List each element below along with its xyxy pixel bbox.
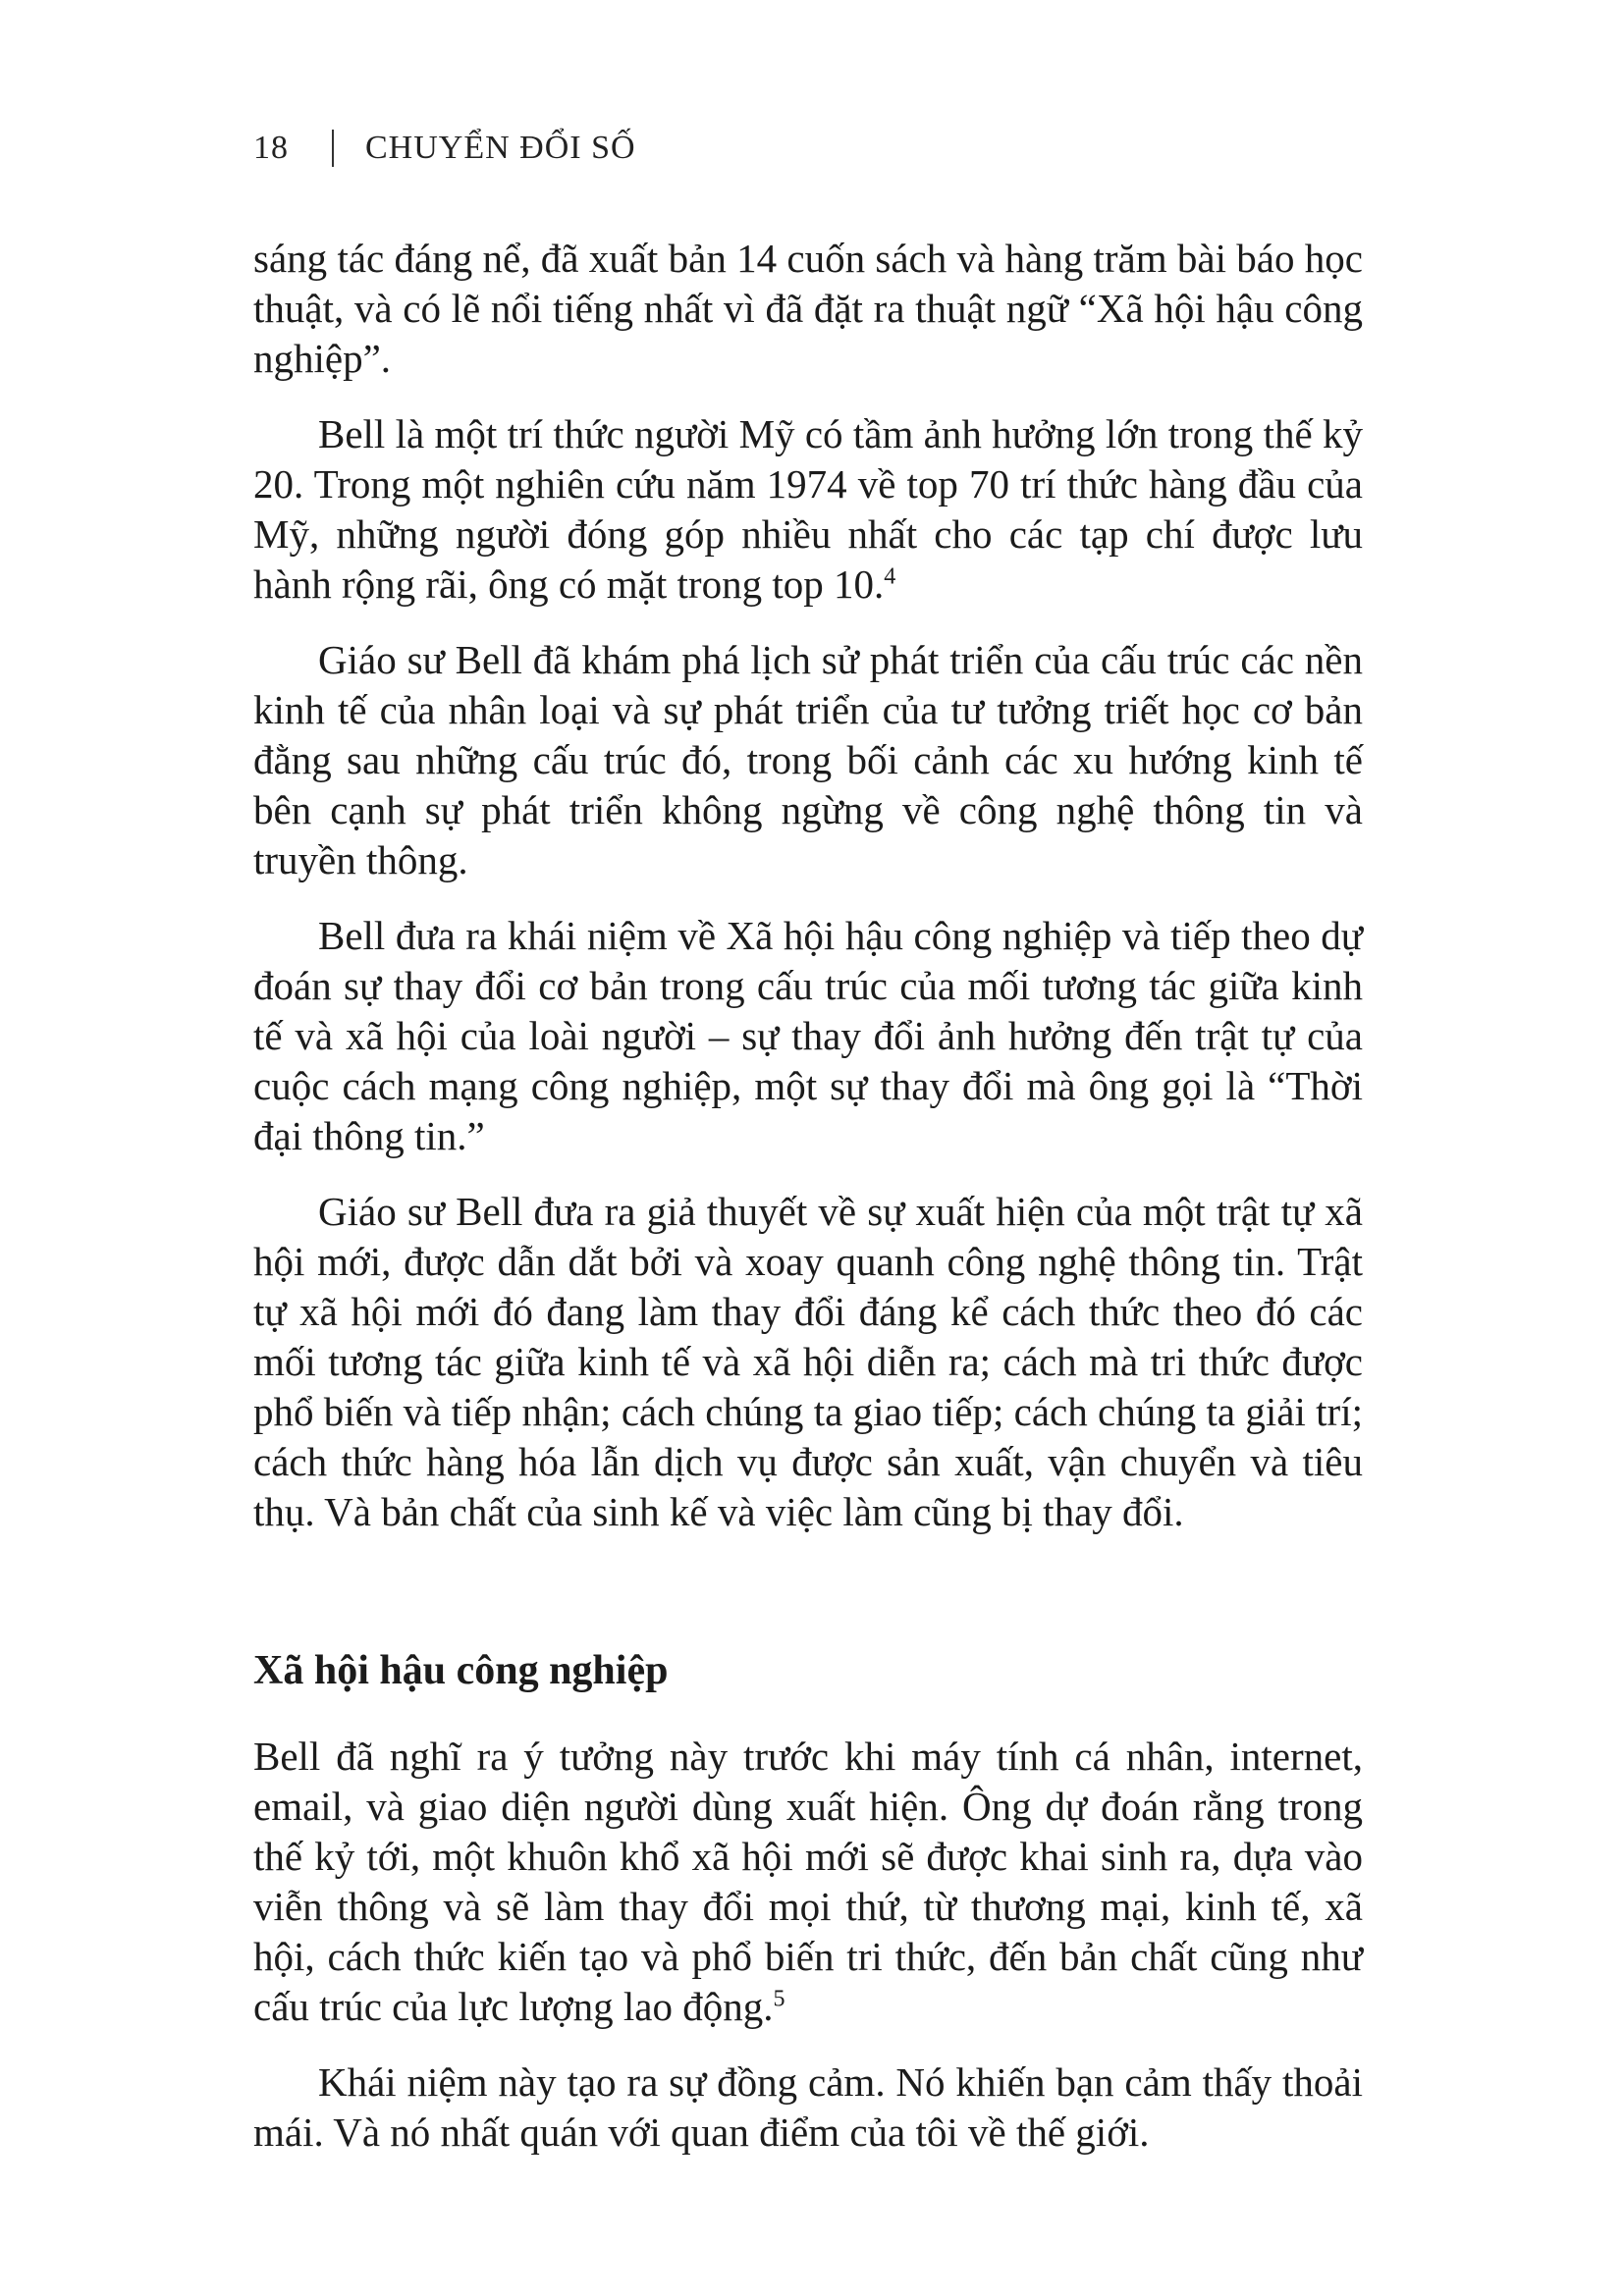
header-divider [332,130,334,167]
paragraph-bell-influence: Bell là một trí thức người Mỹ có tầm ảnh hưởng lớn trong thế kỷ 20. Trong một nghiên cứu năm 1974 về top 70 trí thức hàng đầu của Mỹ, những người đóng góp nhiều nhất cho các tạp chí được lưu hành rộng rãi, ông có mặt trong top 10.$^4$ [253,411,1363,607]
paragraph-bell-hypothesis: Giáo sư Bell đưa ra giả thuyết về sự xuất hiện của một trật tự xã hội mới, được dẫn dắt bởi và xoay quanh công nghệ thông tin. Trật tự xã hội mới đó đang làm thay đổi đáng kể cách thức theo đó các mối tương tác giữa kinh tế và xã hội diễn ra; cách mà tri thức được phổ biến và tiếp nhận; cách chúng ta giao tiếp; cách chúng ta giải trí; cách thức hàng hóa lẫn dịch vụ được sản xuất, vận chuyển và tiêu thụ. Và bản chất của sinh kế và việc làm cũng bị thay đổi. [253,1189,1363,1534]
body-text [253,234,1363,2183]
paragraph-section-intro: Bell đã nghĩ ra ý tưởng này trước khi máy tính cá nhân, internet, email, và giao diện người dùng xuất hiện. Ông dự đoán rằng trong thế kỷ tới, một khuôn khổ xã hội mới sẽ được khai sinh ra, dựa vào viễn thông và sẽ làm thay đổi mọi thứ, từ thương mại, kinh tế, xã hội, cách thức kiến tạo và phổ biến tri thức, đến bản chất cũng như cấu trúc của lực lượng lao động.$^5$ [253,1734,1363,2029]
section-heading: Xã hội hậu công nghiệp [253,1648,669,1693]
running-header [253,130,636,167]
footnote-ref-5[interactable]: 5 [773,1986,785,2012]
book-title: CHUYỂN ĐỔI SỐ [365,130,636,166]
paragraph-bell-history: Giáo sư Bell đã khám phá lịch sử phát triển của cấu trúc các nền kinh tế của nhân loại và sự phát triển của tư tưởng triết học cơ bản đằng sau những cấu trúc đó, trong bối cảnh các xu hướng kinh tế bên cạnh sự phát triển không ngừng về công nghệ thông tin và truyền thông. [253,637,1363,882]
page-number: 18 [253,130,289,166]
footnote-ref-4[interactable]: 4 [884,563,896,590]
paragraph-bell-concept: Bell đưa ra khái niệm về Xã hội hậu công nghiệp và tiếp theo dự đoán sự thay đổi cơ bản trong cấu trúc của mối tương tác giữa kinh tế và xã hội của loài người – sự thay đổi ảnh hưởng đến trật tự của cuộc cách mạng công nghiệp, một sự thay đổi mà ông gọi là “Thời đại thông tin.” [253,913,1363,1158]
paragraph-section-empathy: Khái niệm này tạo ra sự đồng cảm. Nó khiến bạn cảm thấy thoải mái. Và nó nhất quán với quan điểm của tôi về thế giới. [253,2059,1363,2155]
paragraph-continued: sáng tác đáng nể, đã xuất bản 14 cuốn sách và hàng trăm bài báo học thuật, và có lẽ nổi tiếng nhất vì đã đặt ra thuật ngữ “Xã hội hậu công nghiệp”. [253,236,1363,381]
